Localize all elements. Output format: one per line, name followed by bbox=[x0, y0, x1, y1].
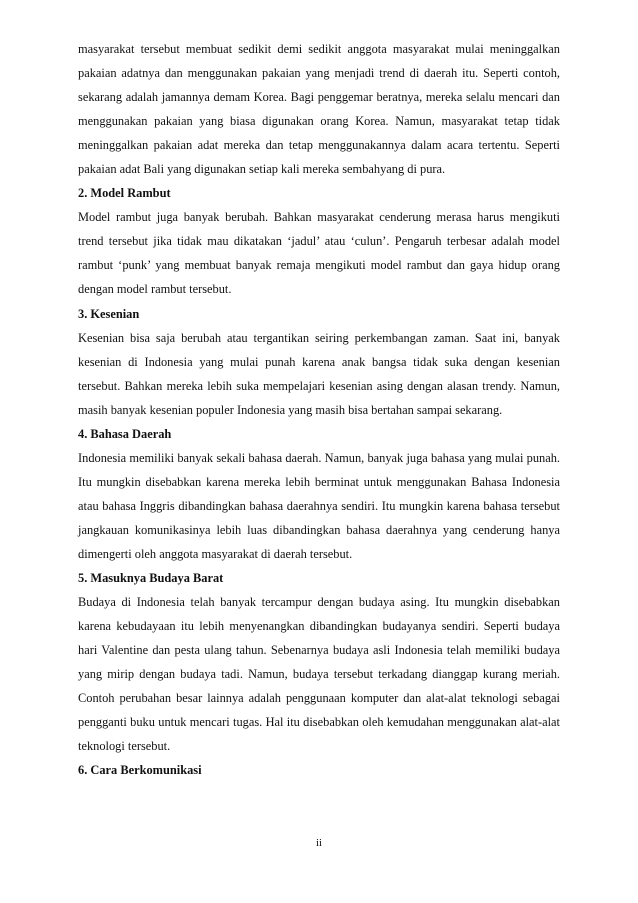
page-number: ii bbox=[315, 837, 323, 849]
heading-bahasa-daerah: 4. Bahasa Daerah bbox=[78, 426, 172, 441]
page-body bbox=[78, 37, 560, 782]
paragraph-kesenian: Kesenian bisa saja berubah atau tergantikan seiring perkembangan zaman. Saat ini, banyak kesenian di Indonesia yang mulai punah karena anak bangsa tidak suka dengan kesenian tersebut. Bahkan mereka lebih suka mempelajari kesenian asing dengan alasan trendy. Namun, masih banyak kesenian populer Indonesia yang masih bisa bertahan sampai sekarang. bbox=[78, 330, 560, 417]
heading-kesenian: 3. Kesenian bbox=[78, 306, 140, 321]
paragraph-pakaian-adat: masyarakat tersebut membuat sedikit demi sedikit anggota masyarakat mulai meninggalkan pakaian adatnya dan menggunakan pakaian yang menjadi trend di daerah itu. Seperti contoh, sekarang adalah jamannya demam Korea. Bagi penggemar beratnya, mereka selalu mencari dan menggunakan pakaian yang biasa digunakan orang Korea. Namun, masyarakat tetap tidak meninggalkan pakaian adat mereka dan tetap menggunakannya dalam acara tertentu. Seperti pakaian adat Bali yang digunakan setiap kali mereka sembahyang di pura. bbox=[78, 42, 560, 177]
heading-cara-berkomunikasi: 6. Cara Berkomunikasi bbox=[78, 763, 202, 778]
paragraph-bahasa-daerah: Indonesia memiliki banyak sekali bahasa daerah. Namun, banyak juga bahasa yang mulai punah. Itu mungkin disebabkan karena mereka lebih berminat untuk menggunakan Bahasa Indonesia atau bahasa Inggris dibandingkan bahasa daerahnya sendiri. Itu mungkin karena bahasa tersebut jangkauan komunikasinya lebih luas dibandingkan bahasa daerahnya yang cenderung hanya dimengerti oleh anggota masyarakat di daerah tersebut. bbox=[78, 450, 560, 561]
paragraph-model-rambut: Model rambut juga banyak berubah. Bahkan masyarakat cenderung merasa harus mengikuti trend tersebut jika tidak mau dikatakan ‘jadul’ atau ‘culun’. Pengaruh terbesar adalah model rambut ‘punk’ yang membuat banyak remaja mengikuti model rambut dan gaya hidup orang dengan model rambut tersebut. bbox=[78, 210, 560, 297]
heading-model-rambut: 2. Model Rambut bbox=[78, 186, 171, 201]
paragraph-budaya-barat: Budaya di Indonesia telah banyak tercampur dengan budaya asing. Itu mungkin disebabkan karena kebudayaan itu lebih menyenangkan dibandingkan budayanya sendiri. Seperti budaya hari Valentine dan pesta ulang tahun. Sebenarnya budaya asli Indonesia telah memiliki budaya yang mirip dengan budaya tadi. Namun, budaya tersebut terkadang dianggap kurang meriah. Contoh perubahan besar lainnya adalah penggunaan komputer dan alat-alat teknologi sebagai pengganti buku untuk mencari tugas. Hal itu disebabkan oleh kemudahan menggunakan alat-alat teknologi tersebut. bbox=[78, 595, 560, 754]
heading-budaya-barat: 5. Masuknya Budaya Barat bbox=[78, 571, 224, 586]
